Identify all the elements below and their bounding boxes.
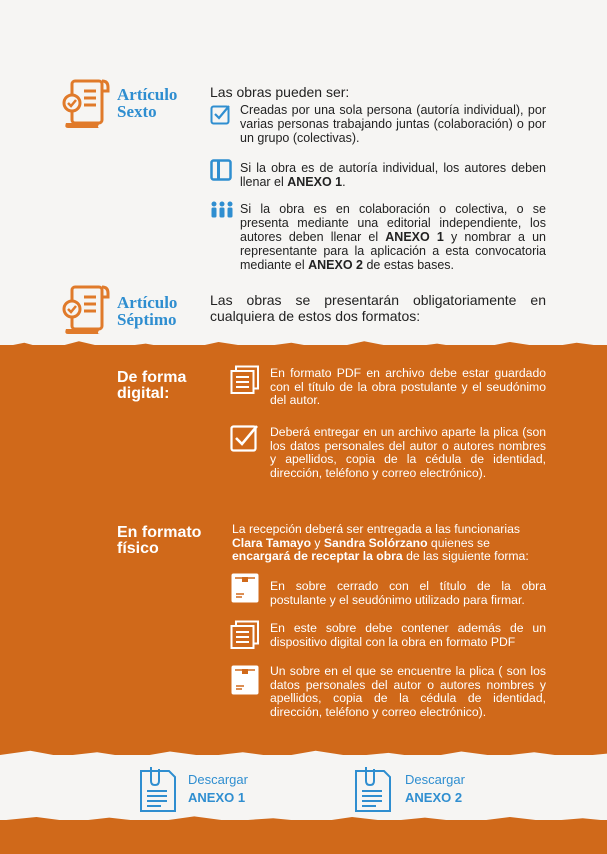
text-span: quienes se — [427, 535, 490, 550]
download-label: Descargar — [188, 772, 248, 787]
download-label: Descargar — [405, 772, 465, 787]
download-anexo2-button[interactable] — [352, 765, 482, 815]
art7-lead: Las obras se presentarán obligatoriamente en cualquiera de estos dos formatos: — [210, 292, 546, 324]
download-anexo1-button[interactable] — [137, 765, 267, 815]
fisico-item2: En este sobre debe contener además de un dispositivo digital con la obra en formato PDF — [270, 621, 546, 649]
art6-item3 — [240, 202, 546, 272]
art6-item1: Creadas por una sola persona (autoría individual), por varias personas trabajando juntas (colaboración) o por un grupo (colectivas). — [240, 103, 546, 145]
fisico-title — [117, 525, 201, 557]
digital-title — [117, 370, 186, 402]
checkbox-icon — [210, 103, 232, 130]
section-title-line: En formato — [117, 524, 202, 541]
text-span: Si la obra es en colaboración o colectiva, o se presenta mediante una editorial independiente, los autores deben llenar el — [240, 202, 546, 244]
art6-lead: Las obras pueden ser: — [210, 84, 350, 100]
article-title-line: Artículo — [117, 85, 178, 104]
article-title-line: Séptimo — [117, 310, 177, 329]
section-title-line: físico — [117, 540, 159, 557]
person-name: Sandra Solórzano — [323, 535, 428, 550]
section-title-line: De forma — [117, 369, 187, 386]
fisico-item3: Un sobre en el que se encuentre la plica ( son los datos personales del autor o autores nombres y apellidos, copia de la cédula de identidad, dirección, teléfono y correo electrónico). — [270, 664, 546, 719]
clipboard-icon — [137, 765, 177, 818]
digital-item2: Deberá entregar en un archivo aparte la plica (son los datos personales del autor o autores nombres y apellidos, copia de la cédula de identidad, dirección, teléfono y correo electrónico). — [270, 425, 546, 480]
scroll-icon — [62, 284, 110, 341]
anexo-ref: ANEXO 1 — [287, 175, 343, 189]
emphasis: encargará de receptar la obra — [232, 549, 403, 564]
footer-band — [0, 820, 607, 854]
person-name: Clara Tamayo — [232, 535, 312, 550]
text-span: y nombrar a un representante para la aplicación a esta convocatoria mediante el — [240, 230, 546, 272]
download-section — [0, 755, 607, 820]
article-title-septimo — [117, 294, 177, 328]
document-icon — [230, 365, 260, 400]
text-span: Si la obra es de autoría individual, los autores deben llenar el — [240, 161, 546, 189]
text-span: . — [342, 175, 346, 189]
document-icon — [230, 620, 260, 655]
anexo-ref: ANEXO 1 — [385, 230, 444, 244]
fisico-intro — [232, 523, 546, 564]
text-span: de estas bases. — [363, 258, 455, 272]
scroll-icon — [62, 78, 110, 135]
download-name: ANEXO 2 — [405, 790, 463, 805]
clipboard-icon — [352, 765, 392, 818]
book-icon — [210, 159, 232, 186]
envelope-icon — [230, 664, 260, 701]
article-title-line: Sexto — [117, 102, 157, 121]
fisico-item1: En sobre cerrado con el título de la obra postulante y el seudónimo utilizado para firmar. — [270, 579, 546, 607]
text-span: y — [311, 535, 324, 550]
section-title-line: digital: — [117, 385, 170, 402]
article-title-line: Artículo — [117, 293, 178, 312]
checkbox-icon — [230, 423, 260, 458]
text-span: La recepción deberá ser entregada a las funcionarias — [232, 522, 520, 536]
anexo-ref: ANEXO 2 — [308, 258, 363, 272]
art6-item2 — [240, 161, 546, 189]
digital-item1: En formato PDF en archivo debe estar guardado con el título de la obra postulante y el seudónimo del autor. — [270, 366, 546, 408]
group-icon — [210, 201, 234, 224]
text-span: de las siguiente forma: — [402, 549, 529, 564]
envelope-icon — [230, 572, 260, 609]
download-name: ANEXO 1 — [188, 790, 246, 805]
article-title-sexto — [117, 86, 177, 120]
